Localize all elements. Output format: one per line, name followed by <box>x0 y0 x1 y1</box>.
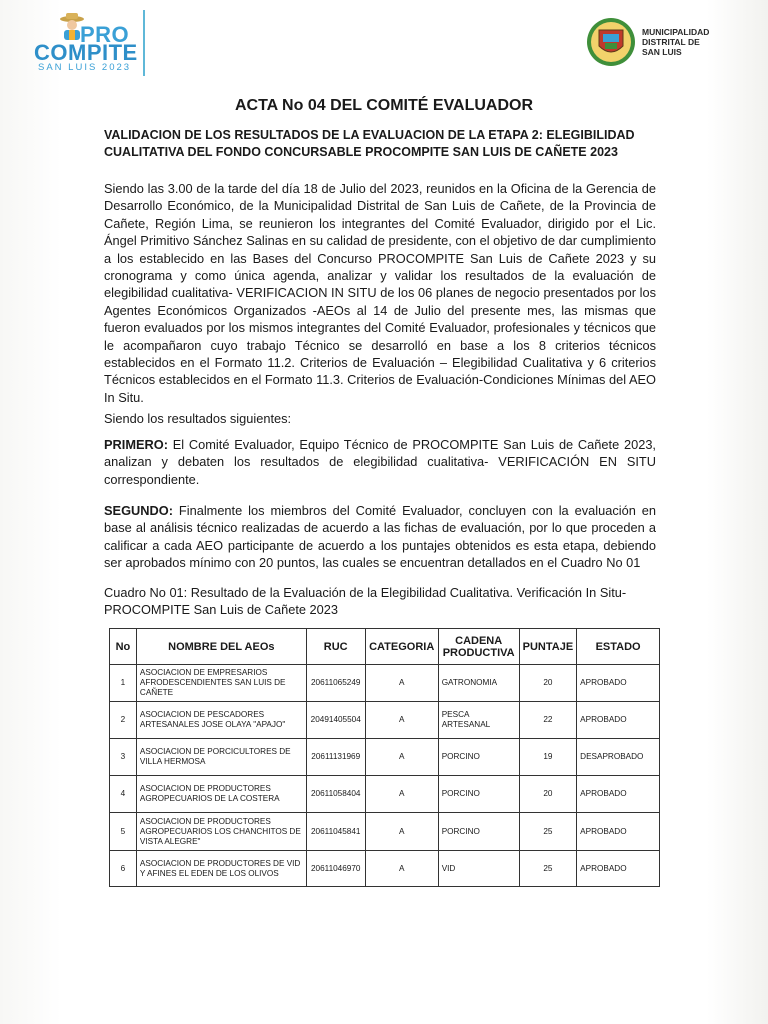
cell-ruc: 20611065249 <box>306 665 365 702</box>
cell-estado: APROBADO <box>577 776 660 813</box>
cell-ruc: 20611131969 <box>306 739 365 776</box>
table-row <box>110 776 660 813</box>
cell-cadena: VID <box>438 851 519 887</box>
cell-categoria: A <box>365 776 438 813</box>
cell-categoria: A <box>365 739 438 776</box>
cell-cadena: PORCINO <box>438 739 519 776</box>
header-ruc: RUC <box>306 629 365 665</box>
cell-name: ASOCIACION DE PESCADORES ARTESANALES JOSE OLAYA "APAJO" <box>136 702 306 739</box>
cell-estado: DESAPROBADO <box>577 739 660 776</box>
logo-subtitle: SAN LUIS 2023 <box>38 62 132 73</box>
cell-categoria: A <box>365 665 438 702</box>
cell-puntaje: 22 <box>519 702 577 739</box>
table-row <box>110 665 660 702</box>
document-title: ACTA No 04 DEL COMITÉ EVALUADOR <box>234 97 534 114</box>
cell-name: ASOCIACION DE EMPRESARIOS AFRODESCENDIENTES SAN LUIS DE CAÑETE <box>136 665 306 702</box>
cell-categoria: A <box>365 702 438 739</box>
intro-paragraph: Siendo las 3.00 de la tarde del día 18 de Julio del 2023, reunidos en la Oficina de la Gerencia de Desarrollo Económico, de la Municipalidad Distrital de San Luis de Cañete, de la Provincia de Cañete, Región Lima, se reunieron los integrantes del Comité Evaluador, dirigido por el Lic. Ángel Primitivo Sánchez Salinas en su calidad de presidente, con el objetivo de dar cumplimiento a los establecido en las Bases del Concurso PROCOMPITE San Luis de Cañete 2023 y su cronograma y como única agenda, analizar y validar los resultados de la evaluación de elegibilidad cualitativa- VERIFICACION IN SITU de los 06 planes de negocio presentados por los Agentes Económicos Organizados -AEOs al 14 de Julio del presente mes, las mismas que fueron evaluados por los mismos integrantes del Comité Evaluador, profesionales y técnicos que le acompañaron cuyo trabajo Técnico se desarrolló en base a los 8 criterios técnicos establecidos en el Formato 11.2. Criterios de Evaluación – Elegibilidad Cualitativa y 6 criterios Técnicos establecidos en el Formato 11.3. Criterios de Evaluación-Condiciones Mínimas del AEO In Situ. <box>104 181 657 405</box>
logo-compite-text: COMPITE <box>34 40 138 65</box>
results-intro: Siendo los resultados siguientes: <box>104 411 292 426</box>
table-row <box>110 851 660 887</box>
cell-name: ASOCIACION DE PRODUCTORES DE VID Y AFINES EL EDEN DE LOS OLIVOS <box>136 851 306 887</box>
table-header-row <box>110 629 660 665</box>
cell-name: ASOCIACION DE PRODUCTORES AGROPECUARIOS DE LA COSTERA <box>136 776 306 813</box>
header-cadena: CADENA PRODUCTIVA <box>438 629 519 665</box>
logo-pro-text: PRO <box>80 22 130 47</box>
cell-cadena: PORCINO <box>438 813 519 851</box>
table-row <box>110 739 660 776</box>
cell-categoria: A <box>365 813 438 851</box>
cell-ruc: 20491405504 <box>306 702 365 739</box>
cell-name: ASOCIACION DE PRODUCTORES AGROPECUARIOS LOS CHANCHITOS DE VISTA ALEGRE" <box>136 813 306 851</box>
header-puntaje: PUNTAJE <box>519 629 577 665</box>
header-estado: ESTADO <box>577 629 660 665</box>
cell-puntaje: 20 <box>519 665 577 702</box>
cell-estado: APROBADO <box>577 702 660 739</box>
cell-no: 2 <box>110 702 137 739</box>
segundo-paragraph <box>104 502 656 572</box>
cell-ruc: 20611058404 <box>306 776 365 813</box>
primero-label: PRIMERO: <box>104 437 168 452</box>
cell-estado: APROBADO <box>577 665 660 702</box>
municipality-name: MUNICIPALIDAD DISTRITAL DE SAN LUIS <box>642 27 710 57</box>
header-divider <box>143 10 145 76</box>
cell-cadena: PESCA ARTESANAL <box>438 702 519 739</box>
cell-no: 6 <box>110 851 137 887</box>
cell-estado: APROBADO <box>577 851 660 887</box>
cell-ruc: 20611046970 <box>306 851 365 887</box>
primero-paragraph <box>104 436 656 488</box>
cell-puntaje: 20 <box>519 776 577 813</box>
header-categoria: CATEGORIA <box>365 629 438 665</box>
cell-cadena: GATRONOMIA <box>438 665 519 702</box>
document-subtitle: VALIDACION DE LOS RESULTADOS DE LA EVALUACION DE LA ETAPA 2: ELEGIBILIDAD CUALITATIVA DEL FONDO CONCURSABLE PROCOMPITE SAN LUIS DE CAÑETE 2023 <box>104 128 635 159</box>
cell-categoria: A <box>365 851 438 887</box>
header-no: No <box>110 629 137 665</box>
cell-no: 1 <box>110 665 137 702</box>
table-row <box>110 702 660 739</box>
header-name: NOMBRE DEL AEOs <box>136 629 306 665</box>
table-caption: Cuadro No 01: Resultado de la Evaluación de la Elegibilidad Cualitativa. Verificación In Situ- PROCOMPITE San Luis de Cañete 2023 <box>104 585 627 618</box>
table-row <box>110 813 660 851</box>
municipal-seal-icon <box>585 16 637 68</box>
cell-puntaje: 25 <box>519 813 577 851</box>
cell-cadena: PORCINO <box>438 776 519 813</box>
cell-puntaje: 19 <box>519 739 577 776</box>
cell-ruc: 20611045841 <box>306 813 365 851</box>
cell-no: 4 <box>110 776 137 813</box>
cell-puntaje: 25 <box>519 851 577 887</box>
results-table <box>109 628 660 887</box>
cell-name: ASOCIACION DE PORCICULTORES DE VILLA HERMOSA <box>136 739 306 776</box>
primero-text: El Comité Evaluador, Equipo Técnico de PROCOMPITE San Luis de Cañete 2023, analizan y debaten los resultados de elegibilidad cualitativa- VERIFICACIÓN EN SITU correspondiente. <box>104 437 656 487</box>
cell-no: 3 <box>110 739 137 776</box>
cell-estado: APROBADO <box>577 813 660 851</box>
segundo-label: SEGUNDO: <box>104 503 173 518</box>
segundo-text: Finalmente los miembros del Comité Evaluador, concluyen con la evaluación en base al análisis técnico realizadas de acuerdo a las fichas de evaluación, por lo que proceden a calificar a cada AEO participante de acuerdo a los puntajes obtenidos es esta etapa, debiendo ser aprobados mínimo con 20 puntos, las cuales se encuentran detallados en el Cuadro No 01 <box>104 503 656 571</box>
cell-no: 5 <box>110 813 137 851</box>
